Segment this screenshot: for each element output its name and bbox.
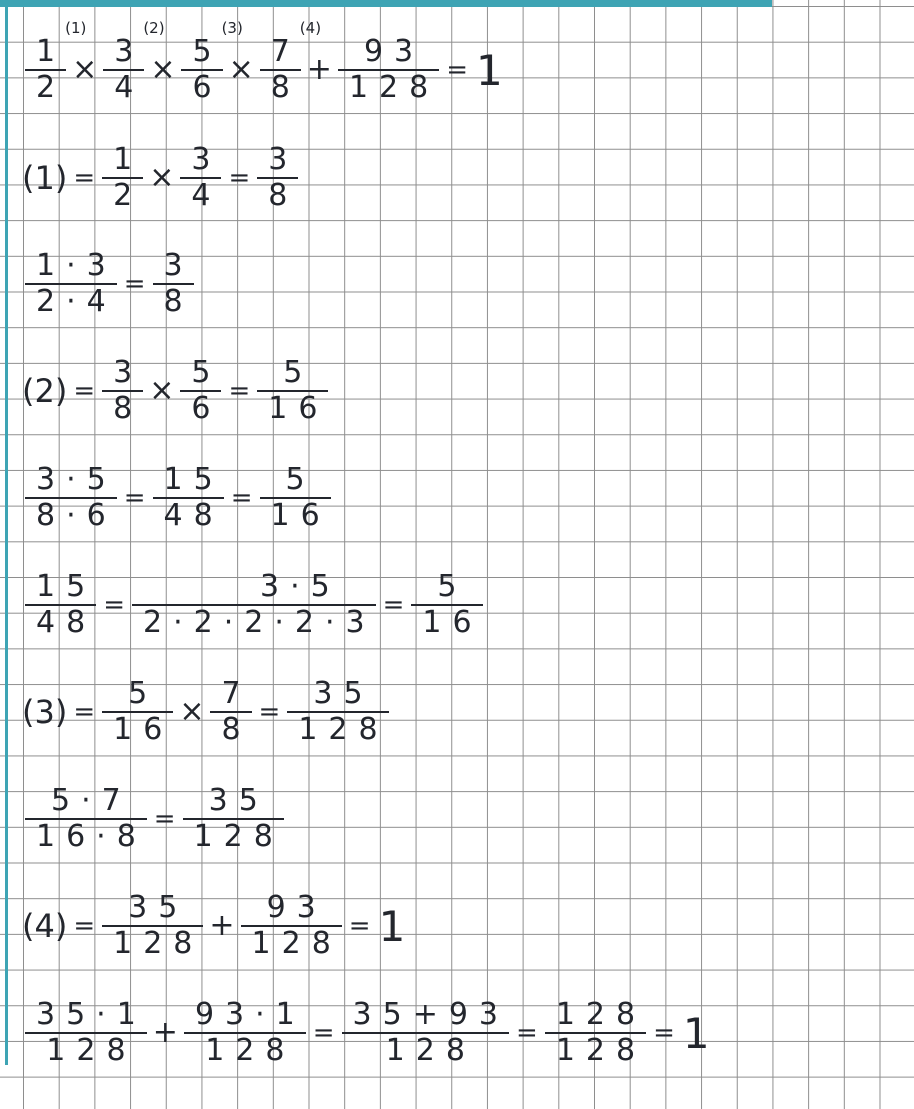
fraction xyxy=(102,356,143,426)
denominator: 16 xyxy=(113,712,174,747)
equals-sign: = xyxy=(73,911,96,941)
operator: × xyxy=(150,52,176,87)
fraction xyxy=(184,998,306,1068)
equation-line xyxy=(22,247,197,321)
equals-sign: = xyxy=(258,697,281,727)
numerator: 7 xyxy=(270,34,301,69)
denominator: 48 xyxy=(36,605,97,640)
operator-with-step xyxy=(65,19,100,87)
fraction xyxy=(25,463,117,533)
operator: × xyxy=(179,694,205,729)
fraction xyxy=(183,784,284,854)
denominator: 8 xyxy=(163,284,194,319)
equals-sign: = xyxy=(103,590,125,620)
fraction xyxy=(411,570,482,640)
step-number: (3) xyxy=(221,19,243,37)
operator: × xyxy=(149,373,175,408)
denominator: 8·6 xyxy=(36,498,117,533)
fraction xyxy=(25,570,96,640)
fraction xyxy=(260,463,331,533)
numerator: 7 xyxy=(221,676,252,711)
denominator: 8 xyxy=(268,178,299,213)
operator-with-step xyxy=(221,19,257,87)
denominator: 2 xyxy=(113,178,144,213)
fraction xyxy=(25,784,147,854)
equals-sign: = xyxy=(348,911,371,941)
numerator: 5 xyxy=(437,569,468,604)
denominator: 8 xyxy=(270,70,301,105)
numerator: 128 xyxy=(555,997,647,1032)
step-number: (1) xyxy=(65,19,87,37)
equals-sign: = xyxy=(123,483,146,513)
denominator: 8 xyxy=(113,391,144,426)
equation-line xyxy=(22,675,392,749)
equals-sign: = xyxy=(153,804,176,834)
numerator: 15 xyxy=(36,569,97,604)
equation-line xyxy=(22,461,334,535)
denominator: 4 xyxy=(114,70,145,105)
numerator: 3·5 xyxy=(177,569,341,604)
numerator: 5 xyxy=(192,34,223,69)
fraction xyxy=(153,463,224,533)
fraction xyxy=(25,998,147,1068)
operator-with-step xyxy=(143,19,178,87)
numerator: 3 xyxy=(113,355,144,390)
fraction xyxy=(287,677,388,747)
fraction xyxy=(260,35,301,105)
denominator: 128 xyxy=(298,712,389,747)
fraction xyxy=(545,998,646,1068)
equals-sign: = xyxy=(516,1018,538,1048)
fraction xyxy=(25,35,66,105)
result: 1 xyxy=(682,1008,710,1058)
numerator: 35+93 xyxy=(352,997,510,1032)
equation-line xyxy=(22,782,287,856)
denominator: 128 xyxy=(348,70,440,105)
equation-line xyxy=(22,354,331,428)
step-number: (4) xyxy=(299,19,322,37)
operator: × xyxy=(72,52,98,87)
equals-sign: = xyxy=(228,163,251,193)
equals-sign: = xyxy=(653,1018,675,1048)
numerator: 1 xyxy=(36,34,67,69)
equation-line xyxy=(22,141,301,215)
fraction xyxy=(102,143,143,213)
top-accent-bar xyxy=(0,0,772,7)
denominator: 48 xyxy=(163,498,224,533)
step-label: (4) xyxy=(22,907,68,945)
denominator: 128 xyxy=(251,926,342,961)
result: 1 xyxy=(378,901,406,951)
numerator: 35 xyxy=(313,676,374,711)
fraction xyxy=(180,356,221,426)
denominator: 4 xyxy=(191,178,222,213)
equals-sign: = xyxy=(312,1018,335,1048)
denominator: 6 xyxy=(192,70,223,105)
numerator: 93 xyxy=(266,890,327,925)
equation-line xyxy=(22,19,503,107)
equation-line xyxy=(22,568,486,642)
equals-sign: = xyxy=(228,376,251,406)
numerator: 35·1 xyxy=(36,997,147,1032)
denominator: 128 xyxy=(205,1033,296,1068)
operator: × xyxy=(228,52,254,87)
numerator: 35 xyxy=(128,890,189,925)
fraction xyxy=(342,998,509,1068)
fraction xyxy=(103,35,144,105)
fraction xyxy=(257,356,328,426)
fraction xyxy=(181,35,222,105)
equation-line xyxy=(22,889,405,963)
result: 1 xyxy=(476,45,503,95)
equals-sign: = xyxy=(73,376,96,406)
equals-sign: = xyxy=(230,483,253,513)
fraction xyxy=(102,891,203,961)
step-number: (2) xyxy=(143,19,165,37)
fraction xyxy=(180,143,221,213)
denominator: 128 xyxy=(193,819,284,854)
numerator: 15 xyxy=(163,462,224,497)
operator: × xyxy=(149,160,175,195)
numerator: 93 xyxy=(363,34,425,69)
equals-sign: = xyxy=(73,163,96,193)
fraction xyxy=(25,249,117,319)
numerator: 3 xyxy=(163,248,194,283)
fraction xyxy=(338,35,439,105)
step-label: (2) xyxy=(22,372,68,410)
step-label: (1) xyxy=(22,159,68,197)
operator-with-step xyxy=(299,19,335,87)
step-label: (3) xyxy=(22,693,68,731)
equals-sign: = xyxy=(123,269,146,299)
numerator: 3 xyxy=(268,142,299,177)
equals-sign: = xyxy=(446,55,468,85)
operator: + xyxy=(152,1015,178,1050)
fraction xyxy=(210,677,251,747)
equation-line xyxy=(22,996,710,1070)
numerator: 3 xyxy=(191,142,222,177)
denominator: 16·8 xyxy=(36,819,147,854)
numerator: 35 xyxy=(208,783,269,818)
numerator: 5 xyxy=(128,676,159,711)
denominator: 2·4 xyxy=(36,284,117,319)
numerator: 5 xyxy=(285,462,316,497)
denominator: 128 xyxy=(555,1033,647,1068)
numerator: 5 xyxy=(283,355,314,390)
numerator: 1·3 xyxy=(36,248,117,283)
denominator: 16 xyxy=(270,498,331,533)
denominator: 2·2·2·2·3 xyxy=(142,605,376,640)
fraction xyxy=(241,891,342,961)
fraction xyxy=(102,677,173,747)
equals-sign: = xyxy=(73,697,96,727)
denominator: 16 xyxy=(268,391,329,426)
numerator: 3·5 xyxy=(36,462,117,497)
fraction xyxy=(257,143,298,213)
denominator: 16 xyxy=(422,605,483,640)
margin-line xyxy=(5,7,8,1065)
numerator: 5 xyxy=(191,355,222,390)
fraction xyxy=(132,570,376,640)
equals-sign: = xyxy=(382,590,405,620)
fraction xyxy=(153,249,194,319)
operator: + xyxy=(306,52,332,87)
operator: + xyxy=(209,908,235,943)
denominator: 2 xyxy=(36,70,67,105)
denominator: 128 xyxy=(113,926,204,961)
numerator: 1 xyxy=(113,142,144,177)
numerator: 5·7 xyxy=(51,783,132,818)
denominator: 128 xyxy=(46,1033,137,1068)
denominator: 8 xyxy=(221,712,252,747)
numerator: 93·1 xyxy=(194,997,306,1032)
denominator: 6 xyxy=(191,391,222,426)
numerator: 3 xyxy=(114,34,145,69)
denominator: 128 xyxy=(385,1033,476,1068)
